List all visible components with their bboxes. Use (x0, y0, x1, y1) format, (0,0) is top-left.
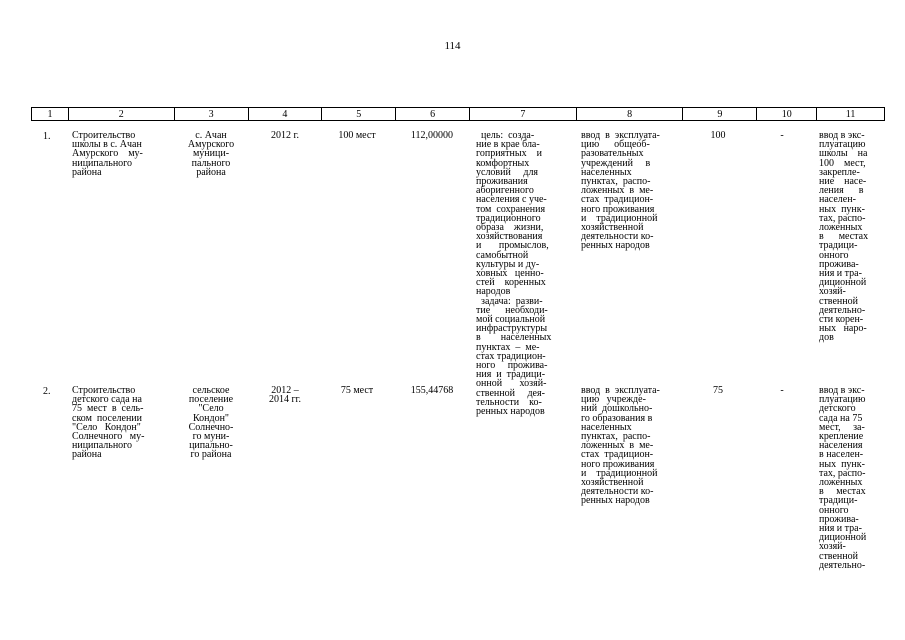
row-1-result: ввод в эксплуата- цию общеоб- разовательных учреждений в населенных пунктах, распо- ложенных в ме- стах традицион- ного проживания и традиционной хозяйственной деятельности ко- ренных народов (581, 130, 660, 252)
row-2-col10: - (780, 385, 784, 396)
column-header-7: 7 (469, 108, 576, 120)
row-1-capacity: 100 мест (338, 130, 376, 141)
row-2-indicator: 75 (713, 385, 723, 396)
row-1-number: 1. (43, 131, 51, 142)
row-1-object: Строительство школы в с. Ачан Амурского му- ниципального района (72, 130, 143, 178)
row-1-cost: 112,00000 (410, 130, 454, 141)
column-header-8: 8 (576, 108, 683, 120)
row-1-period: 2012 г. (271, 130, 299, 141)
row-2-object: Строительство детского сада на 75 мест в сель- ском поселении "Село Кондон" Солнечного му- ниципального района (72, 385, 145, 461)
row-2-number: 2. (43, 386, 51, 397)
page-number: 114 (444, 40, 461, 52)
row-2-location: сельское поселение "Село Кондон" Солнечно- го муни- ципально- го района (188, 385, 234, 461)
column-header-2: 2 (68, 108, 174, 120)
column-header-4: 4 (248, 108, 322, 120)
column-header-5: 5 (321, 108, 395, 120)
column-header-10: 10 (756, 108, 816, 120)
row-1-col10: - (780, 130, 784, 141)
row-2-result: ввод в эксплуата- цию учрежде- ний дошкольно- го образования в населенных пунктах, распо- ложенных в ме- стах традицион- ного проживания и традиционной хозяйственной деятельности ко- ренных народов (581, 385, 660, 507)
row-2-period: 2012 – 2014 гг. (268, 385, 302, 406)
column-header-1: 1 (47, 109, 53, 120)
table-header-row (31, 107, 885, 121)
row-1-location: с. Ачан Амурского муници- пального района (187, 130, 235, 178)
row-1-effect: ввод в экс- плуатацию школы на 100 мест, закрепле- ние насе- ления в населен- ных пунк- тах, распо- ложенных в местах традици- онного прожива- ния и тра- диционной хозяй- ственной деятельно- сти корен- ных наро- дов (819, 130, 869, 344)
row-2-cost: 155,44768 (410, 385, 454, 396)
row-1-indicator: 100 (710, 130, 726, 141)
row-2-capacity: 75 мест (340, 385, 374, 396)
column-header-6: 6 (395, 108, 469, 120)
row-2-effect: ввод в экс- плуатацию детского сада на 75 мест, за- крепление населения в населен- ных пунк- тах, распо- ложенных в местах традици- онного прожива- ния и тра- диционной хозяй- ственной деятельно- (819, 385, 867, 571)
goal-and-task: цель: созда- ние в крае бла- гоприятных и комфортных условий для проживания аборигенного населения с уче- том сохранения традиционного образа жизни, хозяйствования и промыслов, самобытной культуры и ду- ховных ценно- стей коренных народов задача: разви- тие необходи- мой социальной инфраструктуры в населенных пунктах – ме- стах традицион- ного прожива- ния и традици- онной хозяй- ственной дея- тельности ко- ренных народов (476, 130, 552, 418)
column-header-3: 3 (174, 108, 248, 120)
column-header-11: 11 (816, 108, 884, 120)
column-header-9: 9 (682, 108, 756, 120)
